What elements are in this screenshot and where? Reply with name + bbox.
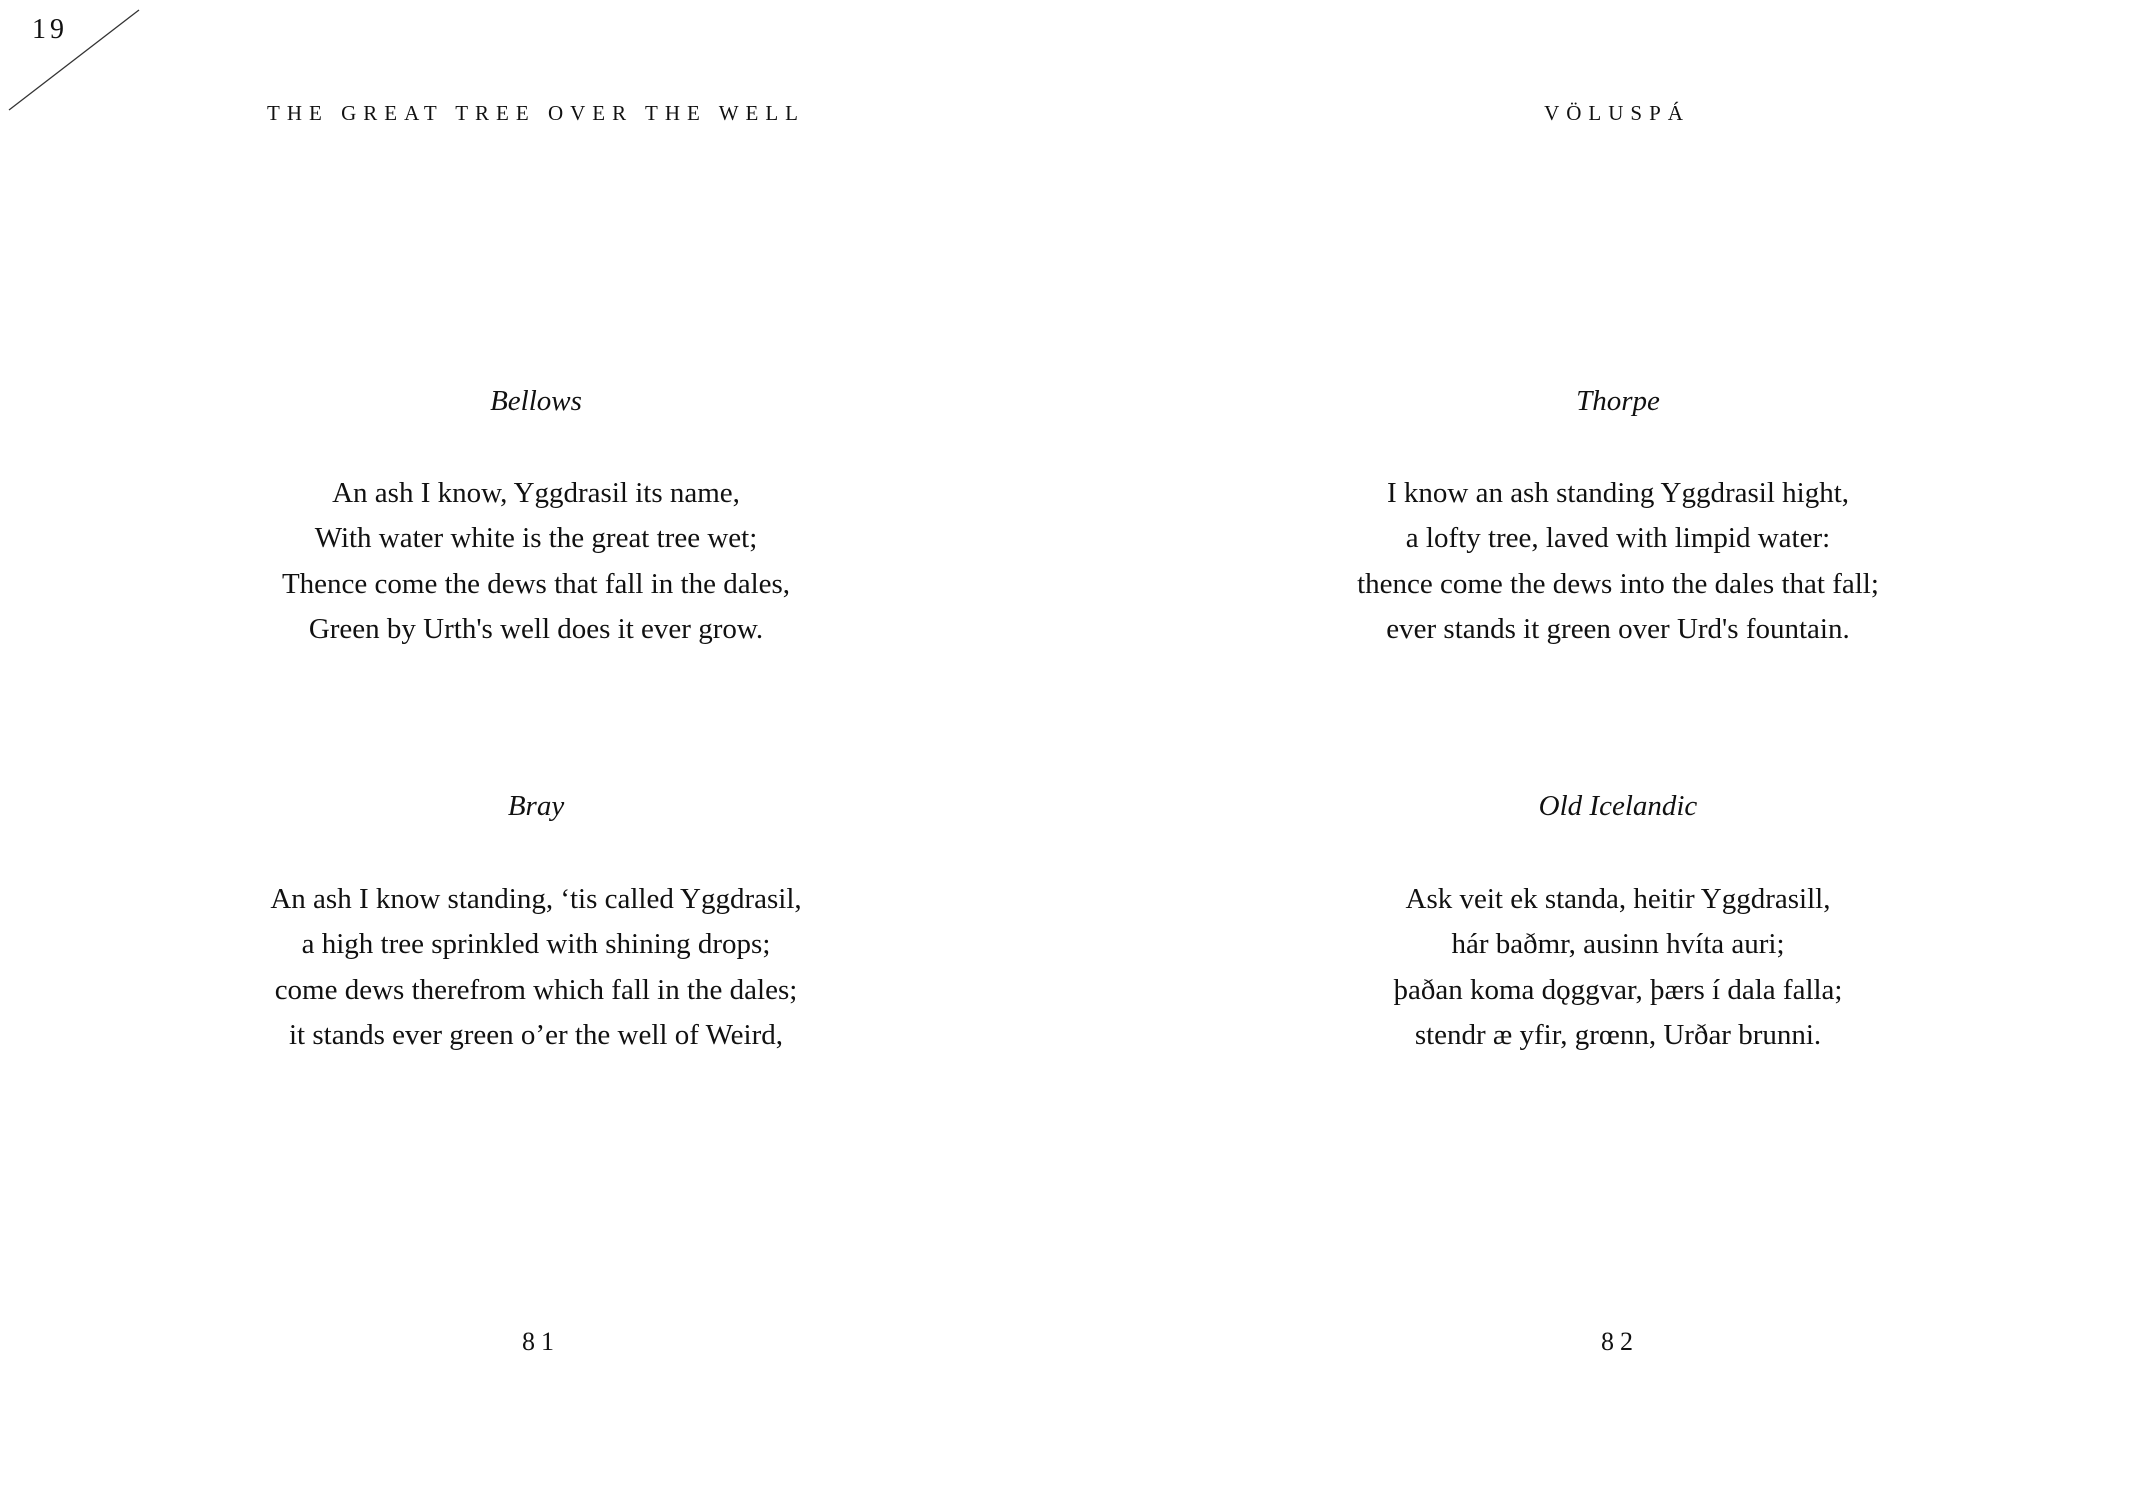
verse-line: With water white is the great tree wet; xyxy=(314,522,758,555)
verse-line: it stands ever green o’er the well of Weird, xyxy=(289,1018,783,1051)
stanza-bellows xyxy=(86,471,986,652)
verse-line: come dews therefrom which fall in the dales; xyxy=(274,973,798,1006)
translator-label-old-icelandic: Old Icelandic xyxy=(1538,790,1698,822)
right-page-number: 82 xyxy=(1601,1327,1639,1356)
verse-line: a lofty tree, laved with limpid water: xyxy=(1405,522,1831,555)
verse-line: An ash I know standing, ‘tis called Yggdrasil, xyxy=(270,883,802,915)
verse-line: þaðan koma dǫggvar, þærs í dala falla; xyxy=(1393,973,1843,1006)
verse-line: thence come the dews into the dales that fall; xyxy=(1357,567,1879,600)
verse-line: I know an ash standing Yggdrasil hight, xyxy=(1386,477,1850,509)
verse-line: a high tree sprinkled with shining drops; xyxy=(301,928,771,961)
verse-line: An ash I know, Yggdrasil its name, xyxy=(332,477,740,509)
right-column xyxy=(1168,0,2068,1496)
stanza-old-icelandic xyxy=(1168,877,2068,1058)
left-column xyxy=(86,0,986,1496)
stanza-thorpe xyxy=(1168,471,2068,652)
stanza-bray xyxy=(86,877,986,1058)
translator-label-bray: Bray xyxy=(507,790,565,822)
chapter-number: 19 xyxy=(32,14,68,45)
left-running-head: THE GREAT TREE OVER THE WELL xyxy=(267,101,805,125)
verse-line: Ask veit ek standa, heitir Yggdrasill, xyxy=(1405,883,1831,915)
verse-line: Green by Urth's well does it ever grow. xyxy=(308,612,764,645)
verse-line: stendr æ yfir, grœnn, Urðar brunni. xyxy=(1414,1018,1822,1051)
translator-label-bellows: Bellows xyxy=(490,385,582,417)
verse-line: Thence come the dews that fall in the dales, xyxy=(281,567,791,600)
translator-label-thorpe: Thorpe xyxy=(1576,385,1660,417)
verse-line: hár baðmr, ausinn hvíta auri; xyxy=(1451,928,1785,961)
right-running-head: VÖLUSPÁ xyxy=(1544,101,1690,125)
verse-line: ever stands it green over Urd's fountain. xyxy=(1386,612,1850,645)
left-page-number: 81 xyxy=(522,1327,560,1356)
